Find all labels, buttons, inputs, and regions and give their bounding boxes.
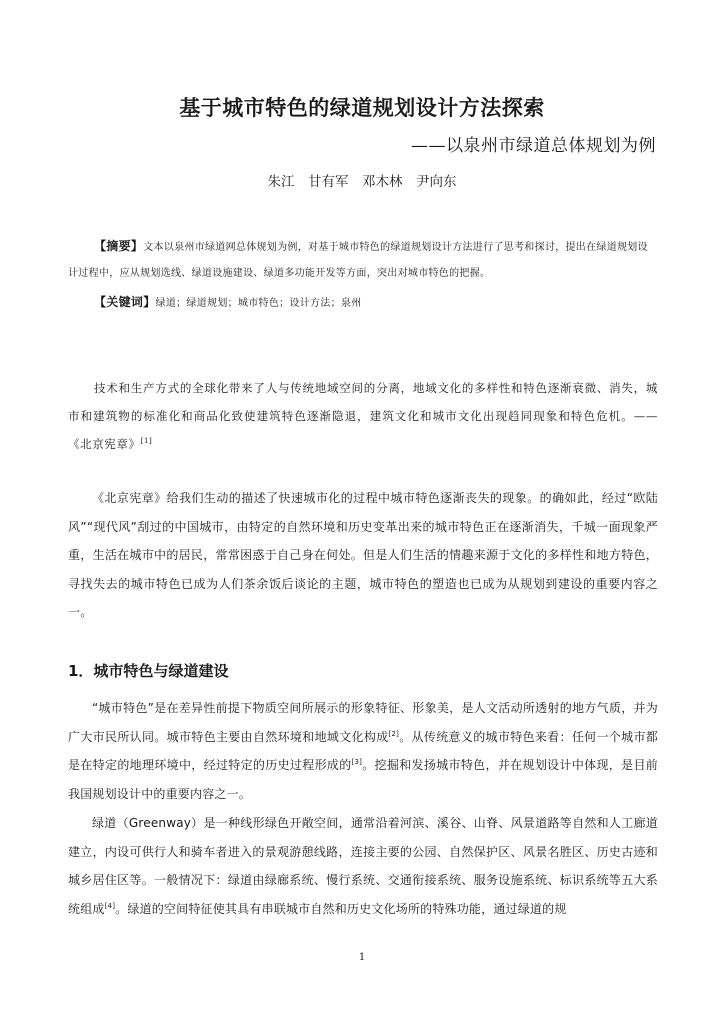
paragraph-text: 绿道（Greenway）是一种线形绿色开敞空间，通常沿着河滨、溪谷、山脊、风景道路等自然和人工廊道建立，内设可供行人和骑车者进入的景观游憩线路，连接主要的公园、自然保护区、风景名胜区、历史古迹和城乡居住区等。一般情况下：绿道由绿廊系统、慢行系统、交通衔接系统、服务设施系统、标识系统等五大系统组成	[68, 816, 658, 916]
paragraph-text: 。绿道的空间特征使其具有串联城市自然和历史文化场所的特殊功能，通过绿道的规	[115, 901, 567, 916]
citation-ref: [2]	[388, 729, 400, 738]
body-paragraph	[68, 694, 658, 808]
citation-ref: [3]	[351, 758, 363, 766]
author-list: 朱江 甘有军 邓木林 尹向东	[267, 174, 457, 190]
abstract	[68, 233, 658, 287]
quote-text: 技术和生产方式的全球化带来了人与传统地域空间的分离，地域文化的多样性和特色逐渐衰微、消失，城市和建筑物的标准化和商品化致使建筑特色逐渐隐退，建筑文化和城市文化出现趋同现象和特色危机。——《北京宪章》	[68, 381, 658, 451]
section-heading: 1．城市特色与绿道建设	[68, 662, 229, 680]
epigraph-quote	[68, 374, 658, 458]
keywords	[68, 289, 658, 317]
keywords-label: 【关键词】	[94, 295, 156, 309]
keywords-text: 绿道；绿道规划；城市特色；设计方法；泉州	[155, 298, 362, 309]
paper-title: 基于城市特色的绿道规划设计方法探索	[179, 96, 545, 120]
body-paragraph: 《北京宪章》给我们生动的描述了快速城市化的过程中城市特色逐渐丧失的现象。的确如此，经过“欧陆风”“现代风”刮过的中国城市，由特定的自然环境和历史变革出来的城市特色正在逐渐消失，千城一面现象严重，生活在城市中的居民，常常困惑于自己身在何处。但是人们生活的情趣来源于文化的多样性和地方特色，寻找失去的城市特色已成为人们茶余饭后谈论的主题，城市特色的塑造也已成为从规划到建设的重要内容之一。	[68, 491, 658, 619]
paragraph-text: “城市特色”是在差异性前提下物质空间所展示的形象特征、形象美，是人文活动所透射的地方气质，并为广大市民所认同。城市特色主要由自然环境和地域文化构成	[68, 701, 658, 744]
paragraph-text: 。从传统意义的城市特色来看：任何一个城市都是在特定的地理环境中，经过特定的历史过程形成的	[68, 729, 659, 772]
citation-ref: [4]	[104, 901, 116, 910]
page-number: 1	[358, 952, 366, 963]
body-paragraph	[68, 809, 658, 923]
paragraph-text: 。挖掘和发扬城市特色，并在规划设计中体现，是目前我国规划设计中的重要内容之一。	[68, 758, 658, 801]
paper-subtitle: ——以泉州市绿道总体规划为例	[411, 136, 656, 156]
citation-ref: [1]	[140, 437, 153, 446]
abstract-text: 文本以泉州市绿道网总体规划为例，对基于城市特色的绿道规划设计方法进行了思考和探讨，提出在绿道规划设计过程中，应从规划选线、绿道设施建设、绿道多功能开发等方面，突出对城市特色的把握。	[68, 242, 648, 279]
abstract-label: 【摘要】	[94, 239, 144, 253]
